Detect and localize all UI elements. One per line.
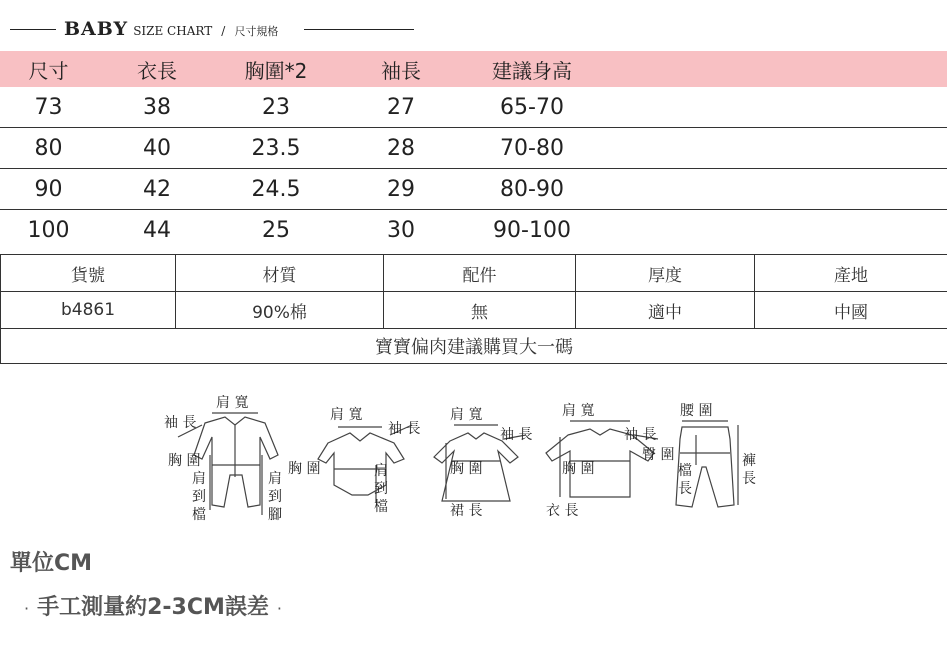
romper-label-foot: 腳 <box>268 507 282 523</box>
unit-label: 單位CM <box>10 551 93 576</box>
bodysuit-label-to: 到 <box>374 481 388 497</box>
cell-sleeve: 30 <box>387 217 415 243</box>
header-size: 尺寸 <box>0 51 97 87</box>
table-row <box>0 210 947 251</box>
romper-label-chest: 胸 圍 <box>168 453 201 469</box>
cell-size: 73 <box>0 87 97 128</box>
cell-length: 42 <box>97 169 217 210</box>
bullet-right: · <box>276 599 282 618</box>
dress-label-chest: 胸 圍 <box>450 461 483 477</box>
header-length: 衣長 <box>97 51 217 87</box>
romper-label-crotch: 檔 <box>192 507 206 523</box>
measurement-note-text: 手工測量約2-3CM誤差 <box>37 595 269 620</box>
romper-label-shoulder: 肩 寬 <box>216 395 249 411</box>
header-empty <box>597 51 947 87</box>
cell-size: 100 <box>27 217 70 243</box>
bodysuit-label-sleeve: 袖 長 <box>388 421 421 437</box>
pants-label-hip: 臀 圍 <box>642 447 675 463</box>
info-origin: 中國 <box>755 292 947 329</box>
title-separator: / <box>221 24 226 38</box>
size-table-header <box>0 51 947 87</box>
romper-label-to: 到 <box>192 489 206 505</box>
pants-label-pant: 褲 <box>742 453 756 469</box>
bodysuit-label-shoulder: 肩 寬 <box>330 407 363 423</box>
romper-label-shoulder2: 肩 <box>192 471 206 487</box>
cell-chest: 23 <box>217 87 335 128</box>
title-left-rule <box>10 29 56 30</box>
top-label-shoulder: 肩 寬 <box>562 403 595 419</box>
romper-label-sleeve: 袖 長 <box>164 415 197 431</box>
pants-label-rise: 檔 <box>678 463 692 479</box>
size-advice-row <box>1 329 947 364</box>
measurement-diagram <box>150 395 770 535</box>
bullet-left: · <box>24 599 30 618</box>
pants-label-rise-length: 長 <box>678 481 692 497</box>
cell-length: 38 <box>97 87 217 128</box>
chart-title <box>0 12 947 46</box>
size-table <box>0 51 947 250</box>
cell-height: 80-90 <box>467 169 597 210</box>
info-thickness: 適中 <box>576 292 755 329</box>
measurement-diagram-svg <box>150 395 770 535</box>
cell-chest: 23.5 <box>217 128 335 169</box>
pants-label-waist: 腰 圍 <box>680 403 713 419</box>
cell-chest: 25 <box>262 217 290 243</box>
cell-length: 40 <box>97 128 217 169</box>
bodysuit-label-shoulder2: 肩 <box>374 463 388 479</box>
cell-length: 44 <box>143 217 171 243</box>
info-header-accessory: 配件 <box>384 255 576 292</box>
cell-height: 90-100 <box>493 217 571 243</box>
dress-label-sleeve: 袖 長 <box>500 427 533 443</box>
info-accessory: 無 <box>384 292 576 329</box>
cell-chest: 24.5 <box>217 169 335 210</box>
product-info-table <box>0 254 947 364</box>
header-sleeve: 袖長 <box>335 51 467 87</box>
info-header-row <box>1 255 947 292</box>
info-header-material: 材質 <box>176 255 384 292</box>
pants-label-length: 長 <box>742 471 756 487</box>
cell-empty <box>597 128 947 169</box>
info-header-thickness: 厚度 <box>576 255 755 292</box>
romper-label-shoulder3: 肩 <box>268 471 282 487</box>
info-header-item-no: 貨號 <box>1 255 176 292</box>
info-value-row <box>1 292 947 329</box>
size-advice-note: 寶寶偏肉建議購買大一碼 <box>1 329 947 364</box>
dress-label-shoulder: 肩 寬 <box>450 407 483 423</box>
cell-size: 90 <box>0 169 97 210</box>
info-item-no: b4861 <box>1 292 176 329</box>
table-row <box>0 87 947 128</box>
bodysuit-outline <box>318 433 404 495</box>
cell-size: 80 <box>0 128 97 169</box>
top-label-sleeve: 袖 長 <box>624 427 657 443</box>
title-text <box>64 18 278 40</box>
cell-height: 65-70 <box>467 87 597 128</box>
dress-label-length: 裙 長 <box>450 503 483 519</box>
size-chart-subtitle: SIZE CHART <box>133 24 213 38</box>
cell-sleeve: 29 <box>335 169 467 210</box>
cell-empty <box>597 210 947 251</box>
bodysuit-label-crotch: 檔 <box>374 499 388 515</box>
table-row <box>0 169 947 210</box>
header-chest: 胸圍*2 <box>217 51 335 87</box>
table-row <box>0 128 947 169</box>
cn-subtitle: 尺寸規格 <box>234 25 279 38</box>
title-right-rule <box>304 29 414 30</box>
romper-label-to2: 到 <box>268 489 282 505</box>
cell-sleeve: 28 <box>335 128 467 169</box>
cell-sleeve: 27 <box>335 87 467 128</box>
measurement-note <box>16 590 290 621</box>
top-label-length: 衣 長 <box>546 503 579 519</box>
romper-outline <box>194 417 278 507</box>
cell-height: 70-80 <box>467 128 597 169</box>
brand-title: BABY <box>64 18 129 40</box>
cell-empty <box>597 87 947 128</box>
bodysuit-label-chest: 胸 圍 <box>288 461 321 477</box>
top-label-chest: 胸 圍 <box>562 461 595 477</box>
info-header-origin: 產地 <box>755 255 947 292</box>
cell-empty <box>597 169 947 210</box>
info-material: 90%棉 <box>176 292 384 329</box>
header-height: 建議身高 <box>467 51 597 87</box>
